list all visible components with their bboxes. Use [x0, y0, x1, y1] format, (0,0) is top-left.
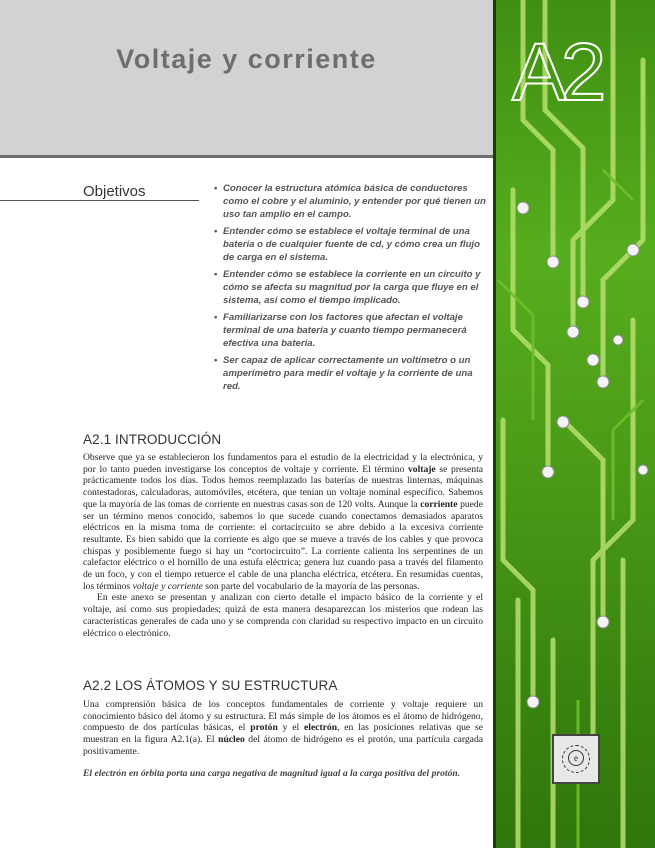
text-run: se presenta prácticamente todos los días. Todos hemos reemplazado las baterías de nuestras linternas, máquinas contestadoras, calculadoras, automóviles, etcétera, que tenían un voltaje nominal específico. Sabemos que la mayoría de las tomas de corriente en nuestras casas son de 120 volts. Aunque la — [83, 463, 483, 510]
objectives-list — [214, 183, 486, 398]
objective-item: • Entender cómo se establece la corriente en un circuito y cómo se afecta su magnitud por la carga que fluye en el sistema, así como el tiempo implicado. — [214, 269, 486, 308]
paragraph — [83, 452, 483, 592]
atom-icon — [552, 734, 600, 784]
objective-item: • Familiarizarse con los factores que afectan el voltaje terminal de una batería y cuanto tiempo permanecerá efectiva una batería. — [214, 312, 486, 351]
atom-core-label: e — [568, 750, 584, 766]
objective-item: • Ser capaz de aplicar correctamente un voltímetro o un amperímetro para medir el voltaje y la corriente de una red. — [214, 355, 486, 394]
header-band — [0, 0, 493, 156]
section-body-introduccion — [83, 452, 483, 639]
objectives-rule — [0, 200, 199, 201]
paragraph: En este anexo se presentan y analizan con cierto detalle el impacto básico de la corriente y el voltaje, así como sus propiedades; quizá de esta manera desaparezcan los misterios que rodean las características generales de cada uno y se comprenda con claridad su respectivo impacto en un circuito eléctrico o electrónico. — [83, 592, 483, 639]
emphasis-note: El electrón en órbita porta una carga negativa de magnitud igual a la carga positiva del protón. — [83, 768, 461, 779]
text-run: Observe que ya se establecieron los fundamentos para el estudio de la electricidad y la electrónica, y por lo tanto pueden investigarse los conceptos de voltaje y corriente. El término — [83, 452, 483, 475]
term-voltaje: voltaje — [407, 463, 436, 475]
text-run: del átomo de hidrógeno es el protón, una partícula cargada positivamente. — [83, 734, 483, 757]
text-run: Una comprensión básica de los conceptos fundamentales de corriente y voltaje requiere un conocimiento básico del átomo y su estructura. El más simple de los átomos es el átomo de hidrógeno, compuesto de dos partículas básicas, el — [83, 699, 483, 734]
section-title-introduccion: A2.1 INTRODUCCIÓN — [83, 432, 222, 447]
board-edge — [493, 0, 496, 848]
text-run: puede ser un término menos conocido, sabemos lo que sucede cuando conectamos demasiados aparatos eléctricos en la misma toma de corriente: el cortacircuito se abre debido a la excesiva corriente resultante. Es bien sabido que la corriente es algo que se mueve a través de los cables y que provoca chispas y posiblemente fuego si hay un “cortocircuito”. La corriente calienta los serpentines de un calefactor eléctrico o el hornillo de una estufa eléctrica; genera luz cuando pasa a través del filamento de un foco, y con el tiempo retuerce el cable de una plancha eléctrica, etcétera. En resumidas cuentas, los términos — [83, 498, 483, 592]
text-run: son parte del vocabulario de la mayoría de las personas. — [202, 580, 420, 592]
section-body-atomos — [83, 699, 483, 758]
text-run: y el — [277, 722, 305, 734]
text-run: , en las posiciones relativas que se muestran en la figura A2.1(a). El — [83, 722, 483, 746]
term-electron: electrón — [304, 722, 338, 734]
term-corriente: corriente — [420, 498, 458, 510]
term-proton: protón — [250, 722, 278, 734]
header-rule — [0, 155, 493, 158]
term-italic: voltaje y corriente — [132, 580, 203, 592]
objective-item: • Conocer la estructura atómica básica de conductores como el cobre y el aluminio, y entender por qué tienen un uso tan amplio en el campo. — [214, 183, 486, 222]
objectives-label: Objetivos — [83, 183, 146, 200]
term-nucleo: núcleo — [218, 734, 245, 746]
page-title: Voltaje y corriente — [116, 44, 377, 74]
chapter-code: A2 — [512, 27, 601, 118]
objective-item: • Entender cómo se establece el voltaje terminal de una batería o de cualquier fuente de cd, y cómo crea un flujo de carga en el sistema. — [214, 226, 486, 265]
paragraph — [83, 699, 483, 758]
section-title-atomos: A2.2 LOS ÁTOMOS Y SU ESTRUCTURA — [83, 678, 338, 693]
